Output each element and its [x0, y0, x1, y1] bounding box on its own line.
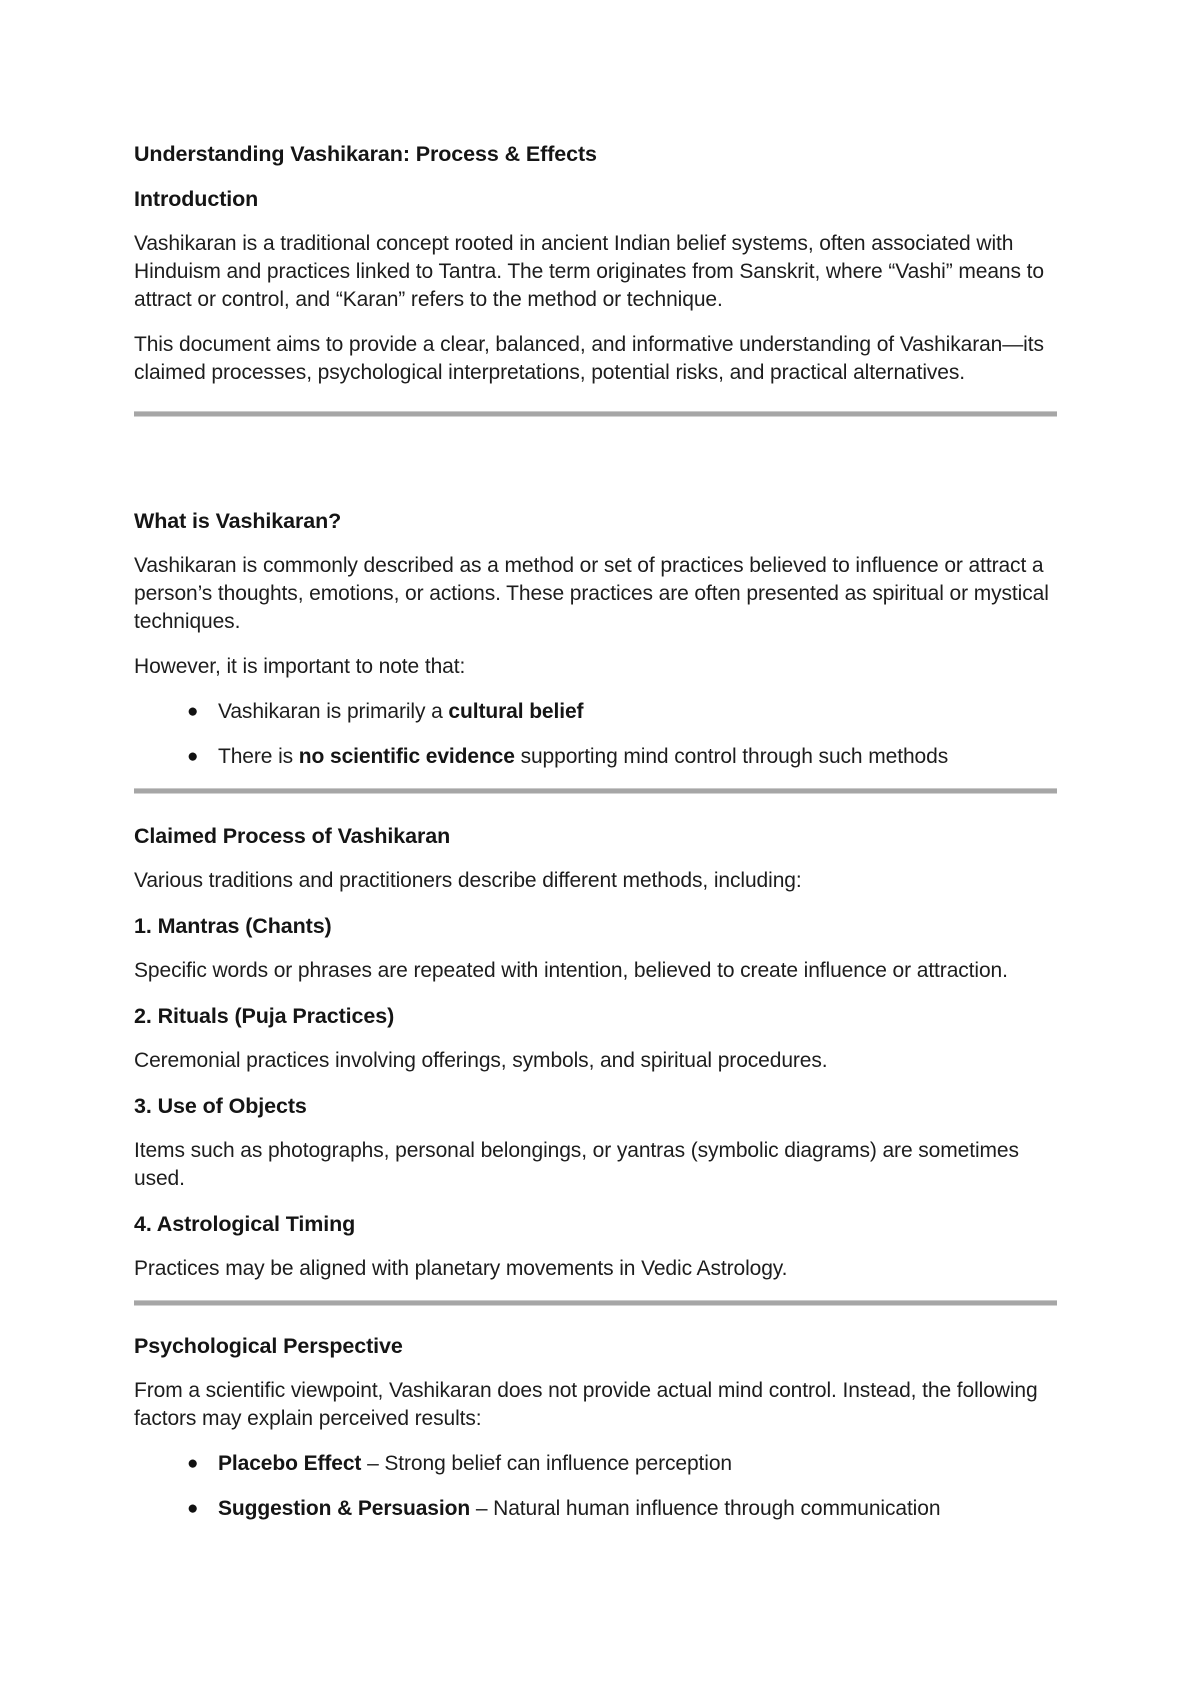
intro-paragraph-2: This document aims to provide a clear, balanced, and informative understanding of Vashikaran—its claimed processes, psychological interpretations, potential risks, and practical alternatives.: [134, 333, 1044, 384]
what-bullet-list: [134, 698, 1057, 771]
bullet-text-bold: cultural belief: [448, 700, 584, 723]
subheading-rituals: 2. Rituals (Puja Practices): [134, 1004, 395, 1028]
bullet-text-bold: Suggestion & Persuasion: [218, 1497, 471, 1520]
bullet-icon: ●: [187, 1453, 199, 1474]
bullet-text-bold: no scientific evidence: [298, 745, 515, 768]
bullet-icon: ●: [187, 1498, 199, 1519]
what-paragraph-1: Vashikaran is commonly described as a method or set of practices believed to influence or attract a person’s thoughts, emotions, or actions. These practices are often presented as spiritual or mystical techniques.: [134, 554, 1049, 633]
list-item: [134, 1495, 1057, 1523]
bullet-text-pre: There is: [218, 745, 299, 768]
astrological-timing-paragraph: Practices may be aligned with planetary movements in Vedic Astrology.: [134, 1257, 788, 1280]
list-item: [134, 1450, 1057, 1478]
heading-introduction: Introduction: [134, 187, 259, 211]
bullet-text-bold: Placebo Effect: [218, 1452, 362, 1475]
bullet-text-pre: Vashikaran is primarily a: [218, 700, 449, 723]
list-item: [134, 698, 1057, 726]
use-of-objects-paragraph: Items such as photographs, personal belongings, or yantras (symbolic diagrams) are sometimes used.: [134, 1139, 1019, 1190]
mantras-paragraph: Specific words or phrases are repeated with intention, believed to create influence or attraction.: [134, 959, 1008, 982]
rituals-paragraph: Ceremonial practices involving offerings, symbols, and spiritual procedures.: [134, 1049, 828, 1072]
section-divider: [134, 1300, 1057, 1306]
subheading-astrological-timing: 4. Astrological Timing: [134, 1212, 356, 1236]
heading-psychological-perspective: Psychological Perspective: [134, 1334, 403, 1358]
section-divider: [134, 411, 1057, 417]
subheading-use-of-objects: 3. Use of Objects: [134, 1094, 307, 1118]
bullet-icon: ●: [187, 701, 199, 722]
list-item: [134, 743, 1057, 771]
section-divider: [134, 788, 1057, 794]
heading-claimed-process: Claimed Process of Vashikaran: [134, 824, 451, 848]
document-title: Understanding Vashikaran: Process & Effects: [134, 142, 597, 166]
bullet-text-post: supporting mind control through such methods: [514, 745, 949, 768]
subheading-mantras: 1. Mantras (Chants): [134, 914, 332, 938]
psych-bullet-list: [134, 1450, 1057, 1523]
bullet-text-post: – Natural human influence through communication: [470, 1497, 941, 1520]
bullet-text-post: – Strong belief can influence perception: [361, 1452, 732, 1475]
intro-paragraph-1: Vashikaran is a traditional concept rooted in ancient Indian belief systems, often associated with Hinduism and practices linked to Tantra. The term originates from Sanskrit, where “Vashi” means to attract or control, and “Karan” refers to the method or technique.: [134, 232, 1044, 311]
what-paragraph-2: However, it is important to note that:: [134, 655, 466, 678]
heading-what-is-vashikaran: What is Vashikaran?: [134, 509, 342, 533]
psych-paragraph-1: From a scientific viewpoint, Vashikaran does not provide actual mind control. Instead, the following factors may explain perceived results:: [134, 1379, 1038, 1430]
bullet-icon: ●: [187, 746, 199, 767]
claimed-intro-paragraph: Various traditions and practitioners describe different methods, including:: [134, 869, 802, 892]
